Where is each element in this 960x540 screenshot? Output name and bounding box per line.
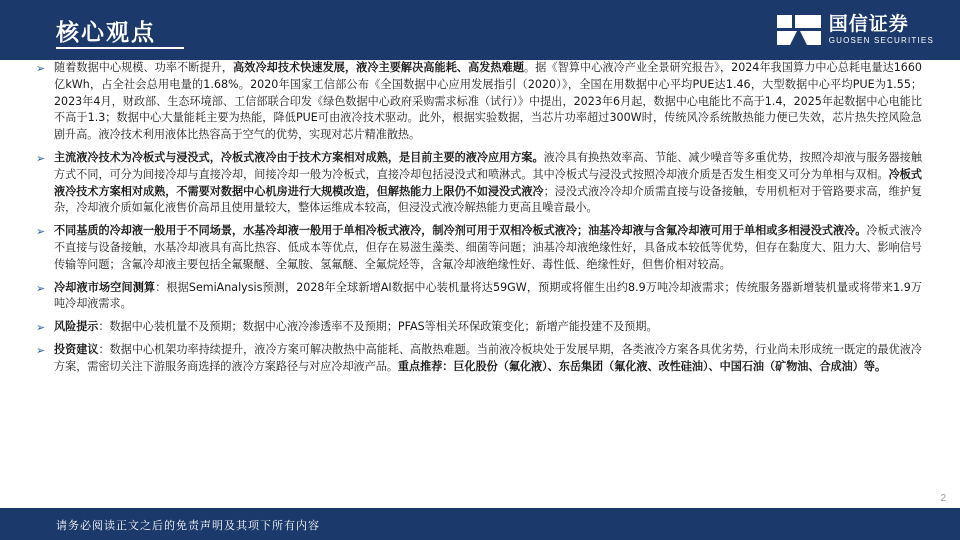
- bullet-item: [34, 342, 922, 376]
- bullet-marker-icon: ➢: [36, 321, 46, 335]
- bullet-item: [34, 280, 922, 314]
- logo-mark-icon: [777, 13, 821, 47]
- bullet-text: 冷却液市场空间测算：根据SemiAnalysis预测，2028年全球新增AI数据中心装机量将达59GW，预期或将催生出约8.9万吨冷却液需求；传统服务器新增装机量或将带来1.9万吨冷却液需求。: [54, 280, 922, 311]
- page-title: 核心观点: [56, 20, 156, 46]
- bullet-marker-icon: ➢: [36, 151, 46, 165]
- page-number: 2: [940, 493, 946, 504]
- bullet-item: [34, 319, 922, 336]
- slide-footer: [0, 508, 960, 540]
- bullet-marker-icon: ➢: [36, 281, 46, 295]
- bullet-item: [34, 150, 922, 217]
- bullet-item: [34, 60, 922, 144]
- logo-company-name-cn: 国信证券: [828, 13, 909, 35]
- bullet-marker-icon: ➢: [36, 343, 46, 357]
- slide-body: [0, 60, 960, 508]
- logo-company-name-en: GUOSEN SECURITIES: [828, 36, 934, 45]
- title-underline: [56, 47, 184, 49]
- logo-text: [829, 15, 934, 45]
- company-logo: [777, 12, 934, 48]
- bullet-text: 随着数据中心规模、功率不断提升，高效冷却技术快速发展，液冷主要解决高能耗、高发热难题。据《智算中心液冷产业全景研究报告》，2024年我国算力中心总耗电量达1660亿kWh，占全社会总用电量的1.68%。2020年国家工信部公布《全国数据中心应用发展指引（2020）》，全国在用数据中心平均PUE达1.46，大型数据中心平均PUE为1.55；2023年4月，财政部、生态环境部、工信部联合印发《绿色数据中心政府采购需求标准（试行）》中提出，2023年6月起，数据中心电能比不高于1.4，2025年起数据中心电能比不高于1.3；数据中心大量能耗主要为热能，降低PUE可由液冷技术驱动。此外，根据实验数据，当芯片功率超过300W时，传统风冷系统散热能力便已失效，芯片热失控风险急剧升高。液冷技术利用液体比热容高于空气的优势，实现对芯片精准散热。: [54, 61, 922, 142]
- disclaimer-text: 请务必阅读正文之后的免责声明及其项下所有内容: [56, 519, 320, 532]
- guosen-logo-svg: [777, 13, 821, 47]
- bullet-marker-icon: ➢: [36, 225, 46, 239]
- bullet-text: 风险提示：数据中心装机量不及预期；数据中心液冷渗透率不及预期；PFAS等相关环保政策变化；新增产能投建不及预期。: [54, 320, 658, 334]
- bullet-text: 不同基质的冷却液一般用于不同场景，水基冷却液一般用于单相冷板式液冷，制冷剂可用于双相冷板式液冷；油基冷却液与含氟冷却液可用于单相或多相浸没式液冷。冷板式液冷不直接与设备接触，水基冷却液具有高比热容、低成本等优点，但存在易滋生藻类、细菌等问题；油基冷却液绝缘性好，具备成本较低等优势，但存在黏度大、阻力大、影响信号传输等问题；含氟冷却液主要包括全氟聚醚、全氟胺、氢氟醚、全氟烷烃等，含氟冷却液绝缘性好、毒性低、绝缘性好，但售价相对较高。: [54, 224, 922, 271]
- bullet-marker-icon: ➢: [36, 62, 46, 75]
- bullet-text: 投资建议：数据中心机架功率持续提升，液冷方案可解决散热中高能耗、高散热难题。当前液冷板块处于发展早期，各类液冷方案各具优劣势，行业尚未形成统一既定的最优液冷方案，需密切关注下游服务商选择的液冷方案路径与对应冷却液产品。重点推荐：巨化股份（氟化液）、东岳集团（氟化液、改性硅油）、中国石油（矿物油、合成油）等。: [54, 342, 922, 373]
- bullet-text: 主流液冷技术为冷板式与浸没式，冷板式液冷由于技术方案相对成熟，是目前主要的液冷应用方案。液冷具有换热效率高、节能、减少噪音等多重优势，按照冷却液与服务器接触方式不同，可分为间接冷却与直接冷却，间接冷却一般为冷板式，直接冷却包括浸没式和喷淋式。其中冷板式与浸没式按照冷却液介质是否发生相变又可分为单相与双相。冷板式液冷技术方案相对成熟，不需要对数据中心机房进行大规模改造，但解热能力上限仍不如浸没式液冷；浸没式液冷冷却介质需直接与设备接触，专用机柜对于管路要求高，维护复杂，冷却液介质如氟化液售价高昂且使用量较大，整体运维成本较高，但浸没式液冷解热能力更高且噪音最小。: [54, 150, 922, 215]
- bullet-item: [34, 223, 922, 273]
- slide-header: [0, 0, 960, 60]
